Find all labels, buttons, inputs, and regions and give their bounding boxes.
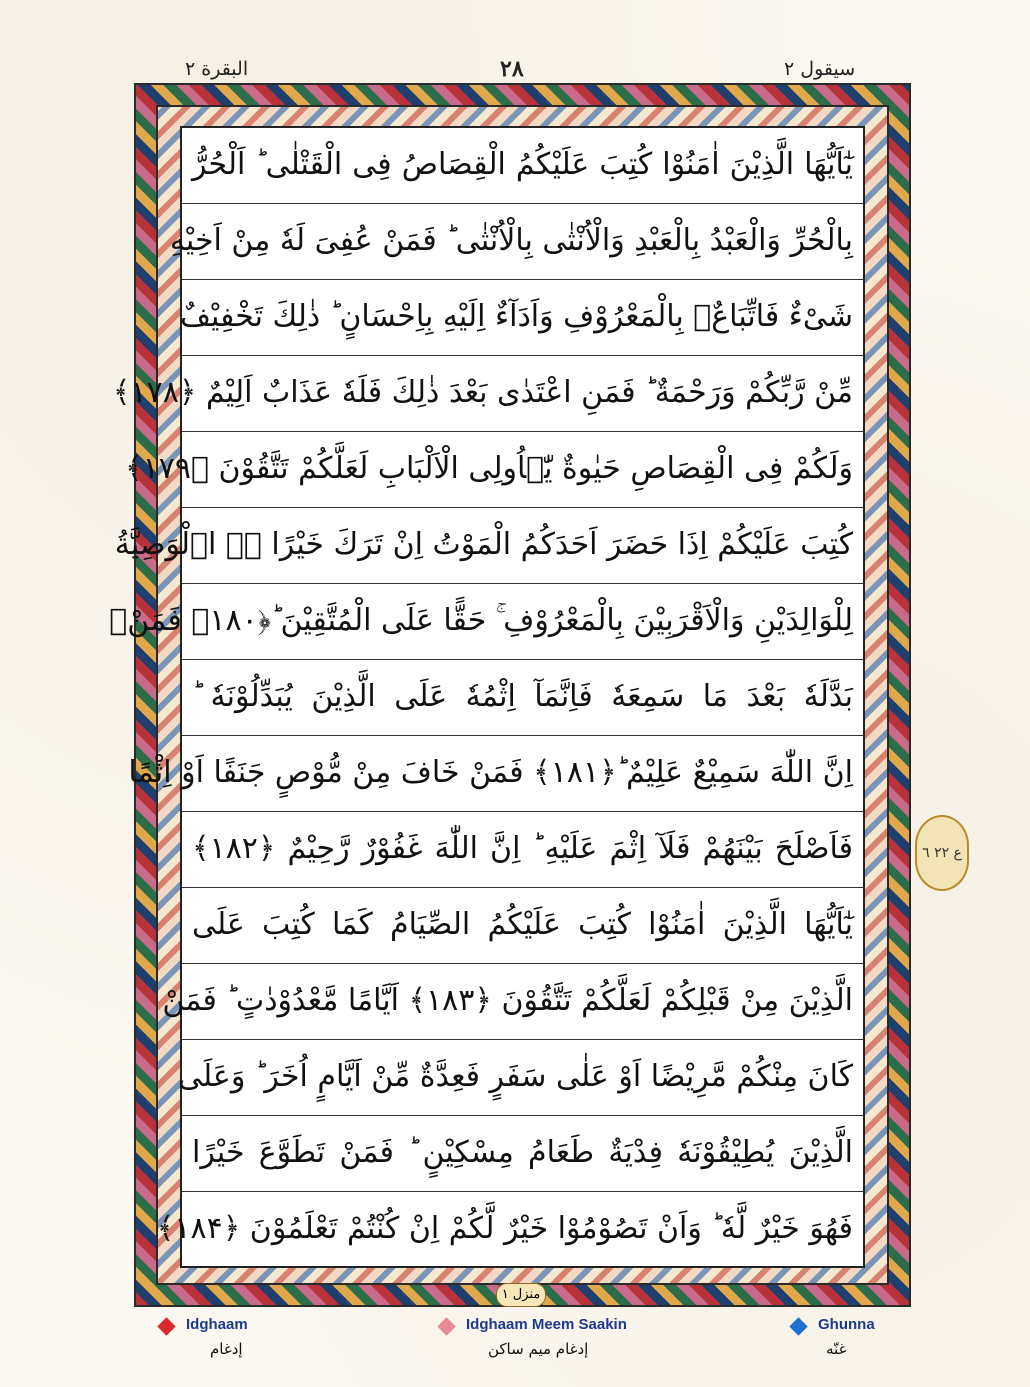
verse-line: وَلَكُمْ فِى الْقِصَاصِ حَيٰوةٌ يّٰۤاُولِى الْاَلْبَابِ لَعَلَّكُمْ تَتَّقُوْنَ ﴿۱۷۹﴾ (182, 432, 863, 508)
verse-line: مِّنْ رَّبِّكُمْ وَرَحْمَةٌ ؕ فَمَنِ اعْتَدٰى بَعْدَ ذٰلِكَ فَلَهٗ عَذَابٌ اَلِيْمٌ ﴿۱۷۸﴾ (182, 356, 863, 432)
verse-text-area (109, 126, 865, 1268)
legend-label: Idghaam Meem Saakin (466, 1316, 627, 1333)
manzil-marker: منزل ١ (496, 1283, 546, 1307)
legend-arabic: إدغام (210, 1340, 243, 1358)
verse-line: كُتِبَ عَلَيْكُمْ اِذَا حَضَرَ اَحَدَكُمُ الْمَوْتُ اِنْ تَرَكَ خَيْرًا ۖۚ اۨلْوَصِيَّةُ (182, 508, 863, 584)
rukuh-marker: ع ٢٢ ٦ (915, 815, 969, 891)
verse-lines (109, 128, 863, 1268)
surah-title: البقرة ٢ (185, 58, 249, 80)
verse-line: يٰٓاَيُّهَا الَّذِيْنَ اٰمَنُوْا كُتِبَ عَلَيْكُمُ الْقِصَاصُ فِى الْقَتْلٰى ؕ اَلْحُرُّ (182, 128, 863, 204)
verse-line: الَّذِيْنَ يُطِيْقُوْنَهٗ فِدْيَةٌ طَعَامُ مِسْكِيْنٍ ؕ فَمَنْ تَطَوَّعَ خَيْرًا (182, 1116, 863, 1192)
verse-line: فَهُوَ خَيْرٌ لَّهٗ ؕ وَاَنْ تَصُوْمُوْا خَيْرٌ لَّكُمْ اِنْ كُنْتُمْ تَعْلَمُوْنَ ﴿۱۸۴﴾ (156, 1211, 853, 1246)
verse-line: شَىْءٌ فَاتِّبَاعٌۢ بِالْمَعْرُوْفِ وَاَدَآءٌ اِلَيْهِ بِاِحْسَانٍ ؕ ذٰلِكَ تَخْفِيْفٌ (182, 280, 863, 356)
legend-arabic: إدغام ميم ساكن (488, 1340, 589, 1358)
page-number: ٢٨ (500, 56, 524, 82)
legend-arabic: غنّه (826, 1340, 847, 1358)
verse-line: بِالْحُرِّ وَالْعَبْدُ بِالْعَبْدِ وَالْاُنْثٰى بِالْاُنْثٰى ؕ فَمَنْ عُفِىَ لَهٗ مِنْ اَخِيْهِ (182, 204, 863, 280)
juz-title: سيقول ٢ (784, 58, 856, 80)
verse-line: فَاَصْلَحَ بَيْنَهُمْ فَلَآ اِثْمَ عَلَيْهِ ؕ اِنَّ اللّٰهَ غَفُوْرٌ رَّحِيْمٌ ﴿۱۸۲﴾ (182, 812, 863, 888)
legend-label: Idghaam (186, 1316, 248, 1333)
verse-line: الَّذِيْنَ مِنْ قَبْلِكُمْ لَعَلَّكُمْ تَتَّقُوْنَ ﴿۱۸۳﴾ اَيَّامًا مَّعْدُوْدٰتٍ ؕ فَمَنْ (182, 964, 863, 1040)
legend-label: Ghunna (818, 1316, 875, 1333)
verse-line: يٰٓاَيُّهَا الَّذِيْنَ اٰمَنُوْا كُتِبَ عَلَيْكُمُ الصِّيَامُ كَمَا كُتِبَ عَلَى (182, 888, 863, 964)
verse-line: اِنَّ اللّٰهَ سَمِيْعٌ عَلِيْمٌ ؕ﴿۱۸۱﴾ فَمَنْ خَافَ مِنْ مُّوْصٍ جَنَفًا اَوْ اِثْمًا (182, 736, 863, 812)
verse-line: كَانَ مِنْكُمْ مَّرِيْضًا اَوْ عَلٰى سَفَرٍ فَعِدَّةٌ مِّنْ اَيَّامٍ اُخَرَ ؕ وَعَلَى (182, 1040, 863, 1116)
verse-line: بَدَّلَهٗ بَعْدَ مَا سَمِعَهٗ فَاِنَّمَآ اِثْمُهٗ عَلَى الَّذِيْنَ يُبَدِّلُوْنَهٗ ؕ (182, 660, 863, 736)
verse-line: لِلْوَالِدَيْنِ وَالْاَقْرَبِيْنَ بِالْمَعْرُوْفِ ۚ حَقًّا عَلَى الْمُتَّقِيْنَ ؕ﴿۱۸۰﴾ فَمَنْۢ (182, 584, 863, 660)
